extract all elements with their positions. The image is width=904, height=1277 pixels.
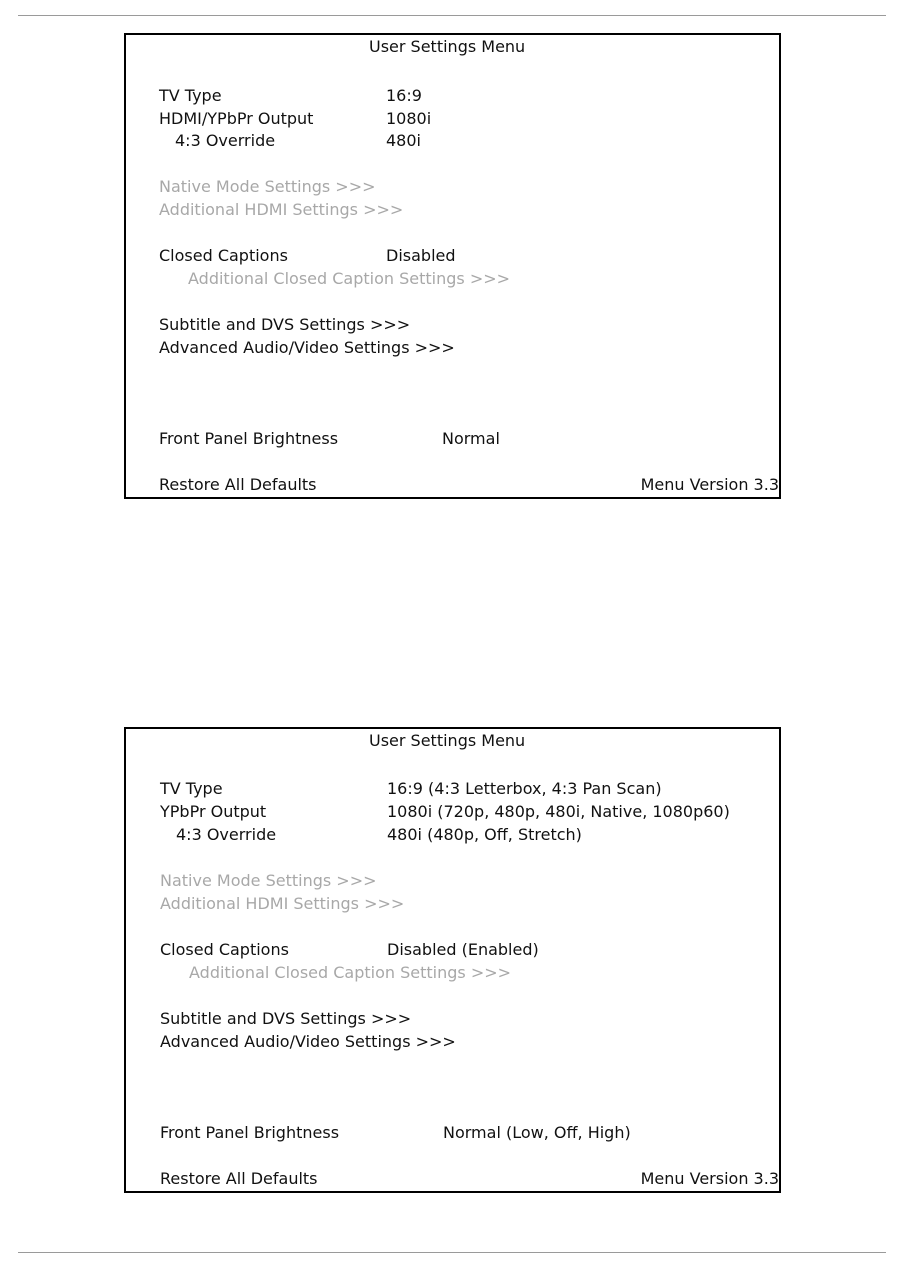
page-top-rule — [18, 15, 886, 16]
output-value: 1080i (720p, 480p, 480i, Native, 1080p60) — [387, 802, 730, 821]
output-value: 1080i — [386, 109, 432, 128]
closed-captions-value: Disabled — [386, 246, 456, 265]
front-panel-brightness-value: Normal — [442, 429, 500, 448]
additional-closed-caption-settings-link: Additional Closed Caption Settings >>> — [188, 269, 511, 288]
additional-hdmi-settings-link: Additional HDMI Settings >>> — [159, 200, 404, 219]
page-bottom-rule — [18, 1252, 886, 1253]
closed-captions-label[interactable]: Closed Captions — [160, 940, 289, 959]
user-settings-menu-2 — [124, 727, 781, 1193]
additional-closed-caption-settings-link: Additional Closed Caption Settings >>> — [189, 963, 512, 982]
closed-captions-label[interactable]: Closed Captions — [159, 246, 288, 265]
closed-captions-value: Disabled (Enabled) — [387, 940, 539, 959]
output-label[interactable]: YPbPr Output — [160, 802, 267, 821]
front-panel-brightness-label[interactable]: Front Panel Brightness — [160, 1123, 340, 1142]
menu-title: User Settings Menu — [369, 37, 526, 56]
additional-hdmi-settings-link: Additional HDMI Settings >>> — [160, 894, 405, 913]
tv-type-value: 16:9 — [386, 86, 422, 105]
tv-type-label[interactable]: TV Type — [159, 86, 222, 105]
subtitle-dvs-settings-link[interactable]: Subtitle and DVS Settings >>> — [160, 1009, 412, 1028]
menu-title: User Settings Menu — [369, 731, 526, 750]
override-value: 480i — [386, 131, 421, 150]
native-mode-settings-link: Native Mode Settings >>> — [160, 871, 377, 890]
menu-version: Menu Version 3.3 — [640, 1169, 779, 1188]
subtitle-dvs-settings-link[interactable]: Subtitle and DVS Settings >>> — [159, 315, 411, 334]
advanced-audio-video-settings-link[interactable]: Advanced Audio/Video Settings >>> — [159, 338, 455, 357]
menu-version: Menu Version 3.3 — [640, 475, 779, 494]
native-mode-settings-link: Native Mode Settings >>> — [159, 177, 376, 196]
advanced-audio-video-settings-link[interactable]: Advanced Audio/Video Settings >>> — [160, 1032, 456, 1051]
override-value: 480i (480p, Off, Stretch) — [387, 825, 582, 844]
front-panel-brightness-value: Normal (Low, Off, High) — [443, 1123, 631, 1142]
restore-all-defaults-button[interactable]: Restore All Defaults — [159, 475, 317, 494]
restore-all-defaults-button[interactable]: Restore All Defaults — [160, 1169, 318, 1188]
override-label[interactable]: 4:3 Override — [175, 131, 276, 150]
tv-type-label[interactable]: TV Type — [160, 779, 223, 798]
tv-type-value: 16:9 (4:3 Letterbox, 4:3 Pan Scan) — [387, 779, 662, 798]
front-panel-brightness-label[interactable]: Front Panel Brightness — [159, 429, 339, 448]
user-settings-menu-1 — [124, 33, 781, 499]
override-label[interactable]: 4:3 Override — [176, 825, 277, 844]
output-label[interactable]: HDMI/YPbPr Output — [159, 109, 314, 128]
